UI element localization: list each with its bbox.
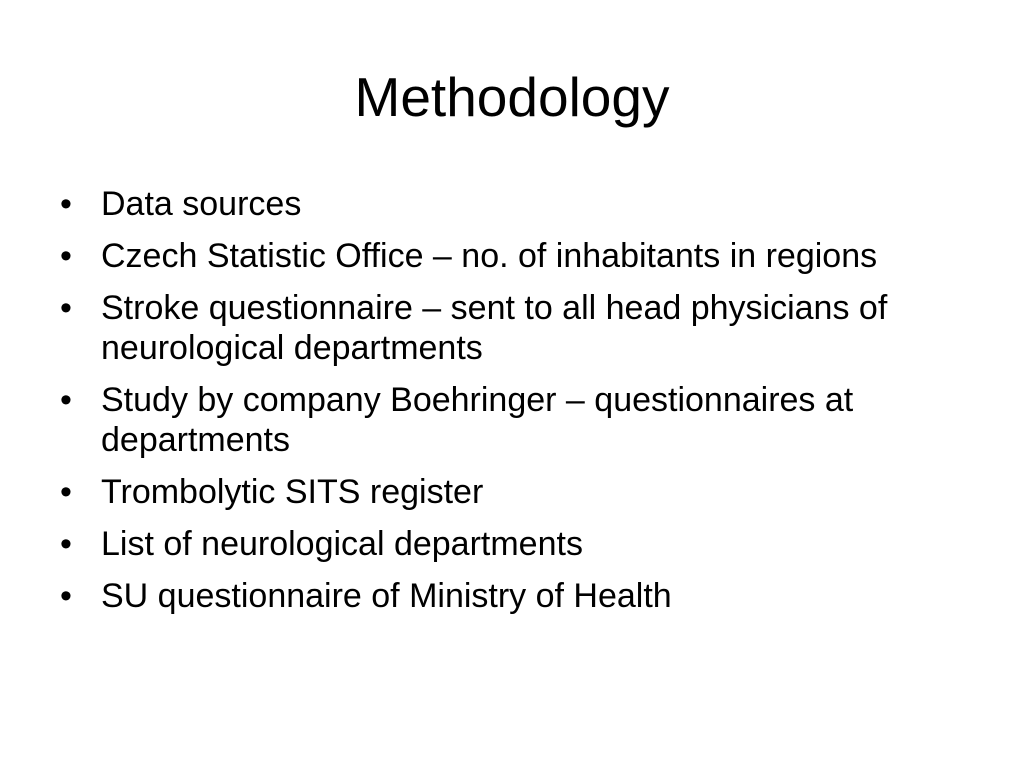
bullet-icon: •	[60, 185, 72, 223]
bullet-item-su-questionnaire	[60, 576, 960, 616]
bullet-icon: •	[60, 473, 72, 511]
bullet-text: Stroke questionnaire – sent to all head physicians of neurological departments	[101, 289, 888, 367]
bullet-list	[60, 184, 960, 628]
bullet-item-czech-statistic-office	[60, 236, 960, 276]
bullet-icon: •	[60, 237, 72, 275]
slide-title: Methodology	[354, 66, 670, 128]
bullet-item-data-sources	[60, 184, 960, 224]
bullet-item-stroke-questionnaire	[60, 288, 960, 368]
bullet-icon: •	[60, 525, 72, 563]
bullet-text: SU questionnaire of Ministry of Health	[101, 577, 672, 615]
bullet-text: Study by company Boehringer – questionnaires at departments	[101, 381, 854, 459]
bullet-text: Trombolytic SITS register	[101, 473, 484, 511]
bullet-icon: •	[60, 289, 72, 327]
bullet-item-sits-register	[60, 472, 960, 512]
bullet-text: Czech Statistic Office – no. of inhabitants in regions	[101, 237, 878, 275]
bullet-item-boehringer-study	[60, 380, 960, 460]
bullet-icon: •	[60, 577, 72, 615]
bullet-icon: •	[60, 381, 72, 419]
bullet-text: List of neurological departments	[101, 525, 583, 563]
bullet-text: Data sources	[101, 185, 302, 223]
bullet-item-neurological-departments	[60, 524, 960, 564]
